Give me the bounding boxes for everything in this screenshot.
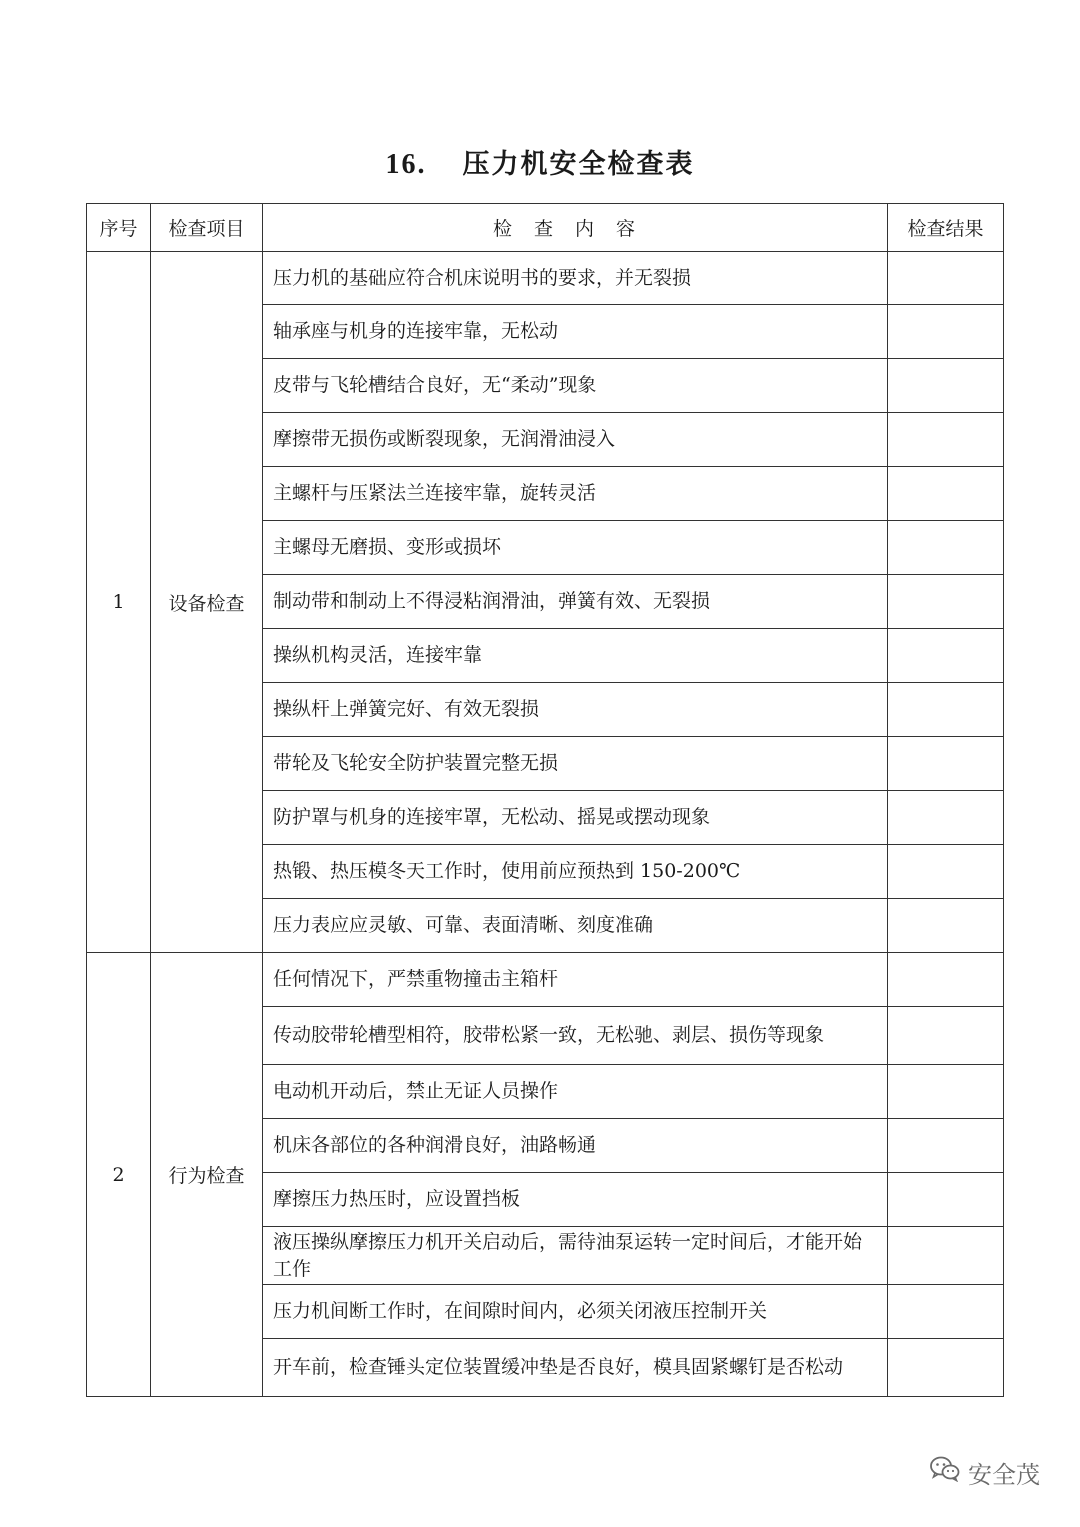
result-cell[interactable] (888, 899, 1004, 953)
title-text: 压力机安全检查表 (462, 149, 695, 180)
check-item: 主螺母无磨损、变形或损坏 (263, 521, 888, 575)
watermark (930, 1452, 1040, 1492)
result-cell[interactable] (888, 791, 1004, 845)
wechat-icon (930, 1456, 960, 1488)
result-cell[interactable] (888, 252, 1004, 305)
check-item: 压力表应应灵敏、可靠、表面清晰、刻度准确 (263, 899, 888, 953)
check-item: 主螺杆与压紧法兰连接牢靠，旋转灵活 (263, 467, 888, 521)
table-row (87, 252, 1004, 305)
check-item: 制动带和制动上不得浸粘润滑油，弹簧有效、无裂损 (263, 575, 888, 629)
group-category: 行为检查 (151, 953, 263, 1397)
check-item: 皮带与飞轮槽结合良好，无“柔动”现象 (263, 359, 888, 413)
header-content: 检查内容 (263, 204, 888, 252)
check-item: 轴承座与机身的连接牢靠，无松动 (263, 305, 888, 359)
check-item: 压力机的基础应符合机床说明书的要求，并无裂损 (263, 252, 888, 305)
check-item: 操纵杆上弹簧完好、有效无裂损 (263, 683, 888, 737)
result-cell[interactable] (888, 305, 1004, 359)
result-cell[interactable] (888, 359, 1004, 413)
result-cell[interactable] (888, 845, 1004, 899)
check-item: 操纵机构灵活，连接牢靠 (263, 629, 888, 683)
check-item: 防护罩与机身的连接牢罩，无松动、摇晃或摆动现象 (263, 791, 888, 845)
check-item: 任何情况下，严禁重物撞击主箱杆 (263, 953, 888, 1007)
result-cell[interactable] (888, 953, 1004, 1007)
page-title (0, 142, 1080, 181)
result-cell[interactable] (888, 521, 1004, 575)
result-cell[interactable] (888, 575, 1004, 629)
title-number: 16. (385, 149, 427, 180)
result-cell[interactable] (888, 1119, 1004, 1173)
check-item: 液压操纵摩擦压力机开关启动后，需待油泵运转一定时间后，才能开始工作 (263, 1227, 888, 1285)
result-cell[interactable] (888, 1173, 1004, 1227)
group-seq: 2 (87, 953, 151, 1397)
header-category: 检查项目 (151, 204, 263, 252)
header-seq: 序号 (87, 204, 151, 252)
result-cell[interactable] (888, 1339, 1004, 1397)
check-item: 机床各部位的各种润滑良好，油路畅通 (263, 1119, 888, 1173)
result-cell[interactable] (888, 683, 1004, 737)
result-cell[interactable] (888, 1007, 1004, 1065)
check-item: 热锻、热压模冬天工作时，使用前应预热到 150-200℃ (263, 845, 888, 899)
table-row (87, 953, 1004, 1007)
group-category: 设备检查 (151, 252, 263, 953)
group-seq: 1 (87, 252, 151, 953)
result-cell[interactable] (888, 737, 1004, 791)
result-cell[interactable] (888, 413, 1004, 467)
check-item: 摩擦带无损伤或断裂现象，无润滑油浸入 (263, 413, 888, 467)
header-result: 检查结果 (888, 204, 1004, 252)
result-cell[interactable] (888, 467, 1004, 521)
check-item: 传动胶带轮槽型相符，胶带松紧一致，无松驰、剥层、损伤等现象 (263, 1007, 888, 1065)
check-item: 带轮及飞轮安全防护装置完整无损 (263, 737, 888, 791)
result-cell[interactable] (888, 1285, 1004, 1339)
result-cell[interactable] (888, 1065, 1004, 1119)
check-item: 电动机开动后，禁止无证人员操作 (263, 1065, 888, 1119)
check-item: 压力机间断工作时，在间隙时间内，必须关闭液压控制开关 (263, 1285, 888, 1339)
inspection-table (86, 203, 1004, 1397)
result-cell[interactable] (888, 629, 1004, 683)
check-item: 开车前，检查锤头定位装置缓冲垫是否良好，模具固紧螺钉是否松动 (263, 1339, 888, 1397)
watermark-text: 安全茂 (968, 1460, 1040, 1489)
check-item: 摩擦压力热压时，应设置挡板 (263, 1173, 888, 1227)
table-header-row (87, 204, 1004, 252)
result-cell[interactable] (888, 1227, 1004, 1285)
